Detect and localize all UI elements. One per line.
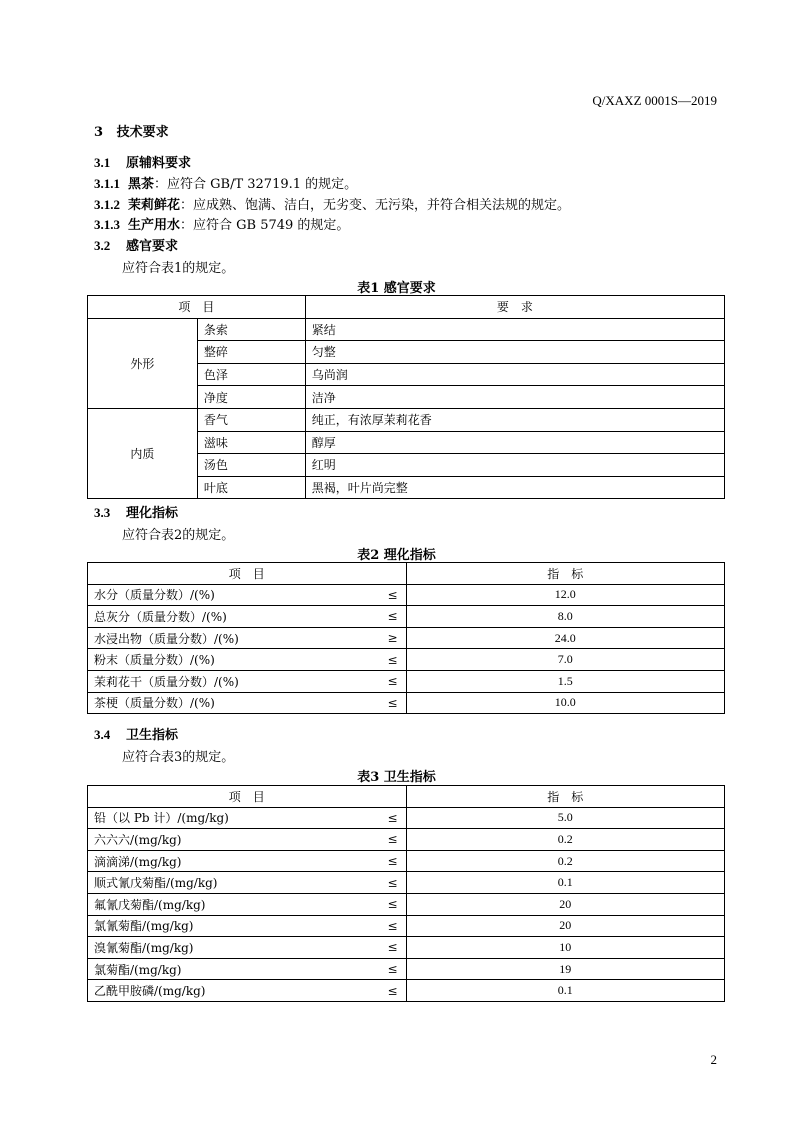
comparison-symbol: ≤ xyxy=(372,893,406,915)
item-name: 滴滴涕/(mg/kg) xyxy=(88,850,373,872)
comparison-symbol: ≤ xyxy=(372,807,406,829)
index-value: 0.1 xyxy=(406,980,724,1002)
table-row xyxy=(88,606,725,628)
table-row xyxy=(88,408,725,431)
clause-term: 茉莉鲜花 xyxy=(128,198,181,213)
comparison-symbol: ≤ xyxy=(372,850,406,872)
clause-term: 黑茶 xyxy=(128,177,155,192)
clause-number: 3.1.2 xyxy=(94,197,120,212)
clause-3-1-2 xyxy=(94,194,570,213)
section-title: 卫生指标 xyxy=(126,728,179,743)
requirement: 乌尚润 xyxy=(305,363,724,386)
section-3-1-heading xyxy=(94,152,191,171)
sub-item: 香气 xyxy=(197,408,305,431)
section-3-heading xyxy=(94,121,169,140)
section-3-4-intro: 应符合表3的规定。 xyxy=(122,750,235,765)
table-row xyxy=(88,893,725,915)
clause-number: 3.1.1 xyxy=(94,176,120,191)
requirement: 匀整 xyxy=(305,341,724,364)
comparison-symbol: ≤ xyxy=(372,829,406,851)
table-row xyxy=(88,958,725,980)
index-value: 20 xyxy=(406,893,724,915)
comparison-symbol: ≤ xyxy=(372,980,406,1002)
index-value: 8.0 xyxy=(406,606,724,628)
comparison-symbol: ≤ xyxy=(372,670,406,692)
item-name: 茉莉花干（质量分数）/(%) xyxy=(88,670,373,692)
table-row xyxy=(88,915,725,937)
requirement: 黑褐，叶片尚完整 xyxy=(305,476,724,499)
item-name: 溴氰菊酯/(mg/kg) xyxy=(88,937,373,959)
comparison-symbol: ≤ xyxy=(372,872,406,894)
index-value: 10.0 xyxy=(406,692,724,714)
table-row xyxy=(88,937,725,959)
item-name: 铅（以 Pb 计）/(mg/kg) xyxy=(88,807,373,829)
sub-item: 叶底 xyxy=(197,476,305,499)
clause-3-1-3 xyxy=(94,214,349,233)
sub-item: 色泽 xyxy=(197,363,305,386)
section-3-3-intro: 应符合表2的规定。 xyxy=(122,528,235,543)
section-title: 理化指标 xyxy=(126,506,179,521)
table-row xyxy=(88,829,725,851)
index-value: 24.0 xyxy=(406,627,724,649)
item-name: 氯氰菊酯/(mg/kg) xyxy=(88,915,373,937)
sub-item: 净度 xyxy=(197,386,305,409)
table-row xyxy=(88,872,725,894)
index-value: 20 xyxy=(406,915,724,937)
comparison-symbol: ≤ xyxy=(372,584,406,606)
clause-term: 生产用水 xyxy=(128,218,181,233)
section-title: 感官要求 xyxy=(126,239,179,254)
table-row xyxy=(88,980,725,1002)
item-name: 顺式氰戊菊酯/(mg/kg) xyxy=(88,872,373,894)
table-row xyxy=(88,318,725,341)
index-value: 0.1 xyxy=(406,872,724,894)
section-3-4-heading xyxy=(94,724,178,743)
table-row xyxy=(88,692,725,714)
sub-item: 整碎 xyxy=(197,341,305,364)
section-title: 技术要求 xyxy=(116,125,169,140)
clause-text: ：应符合 GB/T 32719.1 的规定。 xyxy=(154,177,358,192)
table-header-row xyxy=(88,786,725,808)
index-value: 0.2 xyxy=(406,829,724,851)
requirement: 纯正，有浓厚茉莉花香 xyxy=(305,408,724,431)
section-3-2-intro: 应符合表1的规定。 xyxy=(122,261,235,276)
section-number: 3.4 xyxy=(94,727,111,742)
table-row xyxy=(88,627,725,649)
table-3-hygiene xyxy=(87,785,725,1002)
index-value: 19 xyxy=(406,958,724,980)
comparison-symbol: ≥ xyxy=(372,627,406,649)
index-value: 7.0 xyxy=(406,649,724,671)
page-number: 2 xyxy=(710,1052,717,1067)
index-value: 10 xyxy=(406,937,724,959)
item-name: 六六六/(mg/kg) xyxy=(88,829,373,851)
index-value: 1.5 xyxy=(406,670,724,692)
clause-3-1-1 xyxy=(94,173,357,192)
header-item: 项 目 xyxy=(88,786,407,808)
table-3-caption: 表3 卫生指标 xyxy=(357,770,436,785)
table-row xyxy=(88,850,725,872)
section-number: 3 xyxy=(94,125,104,140)
requirement: 醇厚 xyxy=(305,431,724,454)
item-name: 总灰分（质量分数）/(%) xyxy=(88,606,373,628)
table-row xyxy=(88,584,725,606)
group-name: 内质 xyxy=(88,408,198,498)
document-code: Q/XAXZ 0001S—2019 xyxy=(592,93,717,108)
item-name: 茶梗（质量分数）/(%) xyxy=(88,692,373,714)
group-name: 外形 xyxy=(88,318,198,408)
table-2-physicochemical xyxy=(87,562,725,714)
table-row xyxy=(88,649,725,671)
clause-text: ：应成熟、饱满、洁白，无劣变、无污染，并符合相关法规的规定。 xyxy=(180,198,571,213)
requirement: 紧结 xyxy=(305,318,724,341)
comparison-symbol: ≤ xyxy=(372,937,406,959)
comparison-symbol: ≤ xyxy=(372,692,406,714)
item-name: 水分（质量分数）/(%) xyxy=(88,584,373,606)
table-header-row xyxy=(88,563,725,585)
comparison-symbol: ≤ xyxy=(372,606,406,628)
requirement: 洁净 xyxy=(305,386,724,409)
item-name: 乙酰甲胺磷/(mg/kg) xyxy=(88,980,373,1002)
section-number: 3.3 xyxy=(94,505,111,520)
item-name: 氟氰戊菊酯/(mg/kg) xyxy=(88,893,373,915)
requirement: 红明 xyxy=(305,454,724,477)
clause-number: 3.1.3 xyxy=(94,217,120,232)
section-number: 3.1 xyxy=(94,155,111,170)
sub-item: 滋味 xyxy=(197,431,305,454)
section-title: 原辅料要求 xyxy=(126,156,192,171)
comparison-symbol: ≤ xyxy=(372,915,406,937)
section-3-2-heading xyxy=(94,235,178,254)
index-value: 5.0 xyxy=(406,807,724,829)
clause-text: ：应符合 GB 5749 的规定。 xyxy=(180,218,350,233)
header-item: 项 目 xyxy=(88,563,407,585)
table-2-caption: 表2 理化指标 xyxy=(357,548,436,563)
header-index: 指 标 xyxy=(406,786,724,808)
header-item: 项 目 xyxy=(88,296,306,319)
section-number: 3.2 xyxy=(94,238,111,253)
item-name: 粉末（质量分数）/(%) xyxy=(88,649,373,671)
item-name: 氯菊酯/(mg/kg) xyxy=(88,958,373,980)
section-3-3-heading xyxy=(94,502,178,521)
index-value: 0.2 xyxy=(406,850,724,872)
header-index: 指 标 xyxy=(406,563,724,585)
comparison-symbol: ≤ xyxy=(372,649,406,671)
sub-item: 条索 xyxy=(197,318,305,341)
index-value: 12.0 xyxy=(406,584,724,606)
table-row xyxy=(88,807,725,829)
table-1-sensory xyxy=(87,295,725,499)
table-header-row xyxy=(88,296,725,319)
header-requirement: 要 求 xyxy=(305,296,724,319)
table-1-caption: 表1 感官要求 xyxy=(357,281,436,296)
sub-item: 汤色 xyxy=(197,454,305,477)
item-name: 水浸出物（质量分数）/(%) xyxy=(88,627,373,649)
table-row xyxy=(88,670,725,692)
comparison-symbol: ≤ xyxy=(372,958,406,980)
